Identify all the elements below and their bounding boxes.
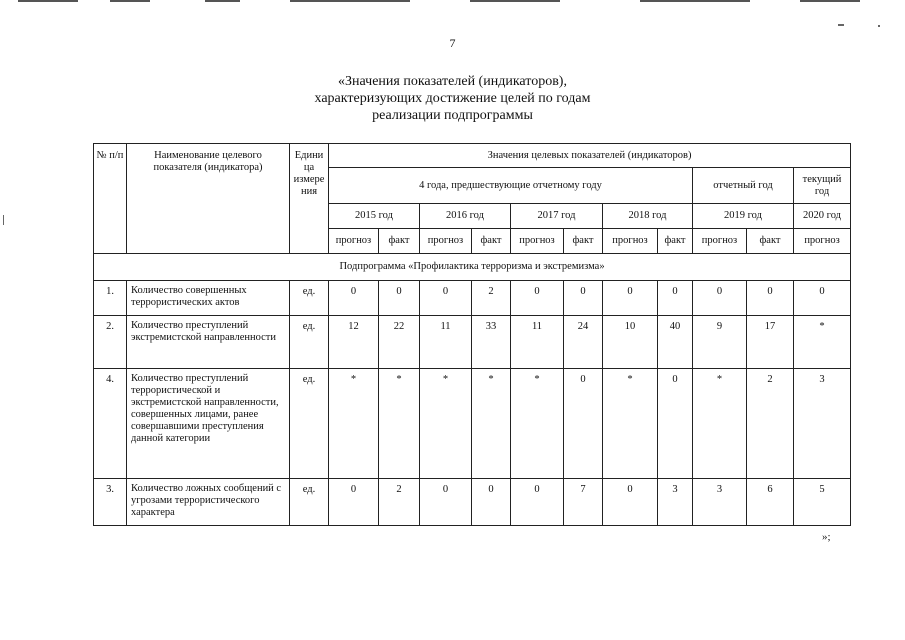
row-value: 0 xyxy=(379,281,420,316)
header-report-year: отчетный год xyxy=(693,168,794,204)
table-row xyxy=(94,369,851,479)
header-year: 2018 год xyxy=(603,204,693,229)
row-value: 40 xyxy=(658,316,693,369)
row-value: 17 xyxy=(747,316,794,369)
title-line-3: реализации подпрограммы xyxy=(372,108,533,123)
row-unit: ед. xyxy=(290,369,329,479)
row-value: 0 xyxy=(420,281,472,316)
row-unit: ед. xyxy=(290,479,329,526)
row-value: * xyxy=(420,369,472,479)
page-number: 7 xyxy=(449,36,456,50)
row-num: 1. xyxy=(94,281,127,316)
row-value: 2 xyxy=(472,281,511,316)
row-value: 0 xyxy=(511,479,564,526)
row-value: * xyxy=(511,369,564,479)
row-value: * xyxy=(693,369,747,479)
title-line-1: «Значения показателей (индикаторов), xyxy=(338,74,567,89)
header-year: 2015 год xyxy=(329,204,420,229)
row-value: 2 xyxy=(747,369,794,479)
row-name: Количество ложных сообщений с угрозами террористического характера xyxy=(127,479,290,526)
header-fact: факт xyxy=(564,229,603,254)
row-name: Количество преступлений террористической и экстремистской направленности, совершенных лицами, ранее совершавшими преступления данной категории xyxy=(127,369,290,479)
header-forecast: прогноз xyxy=(511,229,564,254)
row-value: 6 xyxy=(747,479,794,526)
row-value: 10 xyxy=(603,316,658,369)
row-value: 5 xyxy=(794,479,851,526)
row-value: 11 xyxy=(420,316,472,369)
row-value: 0 xyxy=(693,281,747,316)
header-year: 2016 год xyxy=(420,204,511,229)
scan-artifact-top xyxy=(0,0,905,3)
table-row xyxy=(94,281,851,316)
row-value: 0 xyxy=(420,479,472,526)
header-current-year: текущий год xyxy=(794,168,851,204)
indicators-table xyxy=(93,143,851,526)
row-value: 7 xyxy=(564,479,603,526)
header-forecast: прогноз xyxy=(420,229,472,254)
row-value: 3 xyxy=(658,479,693,526)
row-value: 0 xyxy=(658,369,693,479)
row-value: 3 xyxy=(693,479,747,526)
header-year: 2020 год xyxy=(794,204,851,229)
header-forecast: прогноз xyxy=(794,229,851,254)
header-forecast: прогноз xyxy=(603,229,658,254)
row-value: 11 xyxy=(511,316,564,369)
header-forecast: прогноз xyxy=(693,229,747,254)
scan-speck xyxy=(878,25,880,27)
row-value: * xyxy=(794,316,851,369)
row-value: * xyxy=(603,369,658,479)
row-num: 3. xyxy=(94,479,127,526)
header-unit: Едини ца измере ния xyxy=(290,144,329,254)
scan-speck xyxy=(3,215,4,225)
row-value: 0 xyxy=(564,369,603,479)
row-value: 22 xyxy=(379,316,420,369)
row-value: 0 xyxy=(329,281,379,316)
header-fact: факт xyxy=(472,229,511,254)
header-forecast: прогноз xyxy=(329,229,379,254)
row-num: 2. xyxy=(94,316,127,369)
title-line-2: характеризующих достижение целей по годам xyxy=(314,91,591,106)
row-value: 12 xyxy=(329,316,379,369)
row-value: 0 xyxy=(329,479,379,526)
row-value: 0 xyxy=(658,281,693,316)
row-name: Количество преступлений экстремистской направленности xyxy=(127,316,290,369)
closing-quote: »; xyxy=(822,531,831,543)
row-unit: ед. xyxy=(290,281,329,316)
row-value: 3 xyxy=(794,369,851,479)
row-value: 0 xyxy=(603,281,658,316)
row-value: * xyxy=(329,369,379,479)
row-value: 0 xyxy=(747,281,794,316)
row-unit: ед. xyxy=(290,316,329,369)
scan-speck xyxy=(838,24,844,26)
header-values-group: Значения целевых показателей (индикаторов) xyxy=(329,144,851,168)
header-fact: факт xyxy=(747,229,794,254)
header-fact: факт xyxy=(379,229,420,254)
header-name: Наименование целевого показателя (индикатора) xyxy=(127,144,290,254)
row-num: 4. xyxy=(94,369,127,479)
table-row xyxy=(94,316,851,369)
row-value: * xyxy=(379,369,420,479)
row-value: 0 xyxy=(603,479,658,526)
header-year: 2019 год xyxy=(693,204,794,229)
row-value: 0 xyxy=(472,479,511,526)
row-name: Количество совершенных террористических актов xyxy=(127,281,290,316)
document-title xyxy=(0,73,905,124)
header-num: № п/п xyxy=(94,144,127,254)
header-fact: факт xyxy=(658,229,693,254)
row-value: 0 xyxy=(794,281,851,316)
row-value: 9 xyxy=(693,316,747,369)
header-prev-years: 4 года, предшествующие отчетному году xyxy=(329,168,693,204)
row-value: 24 xyxy=(564,316,603,369)
row-value: 2 xyxy=(379,479,420,526)
row-value: * xyxy=(472,369,511,479)
row-value: 0 xyxy=(564,281,603,316)
table-row xyxy=(94,479,851,526)
row-value: 0 xyxy=(511,281,564,316)
header-year: 2017 год xyxy=(511,204,603,229)
section-title: Подпрограмма «Профилактика терроризма и экстремизма» xyxy=(94,254,851,281)
row-value: 33 xyxy=(472,316,511,369)
